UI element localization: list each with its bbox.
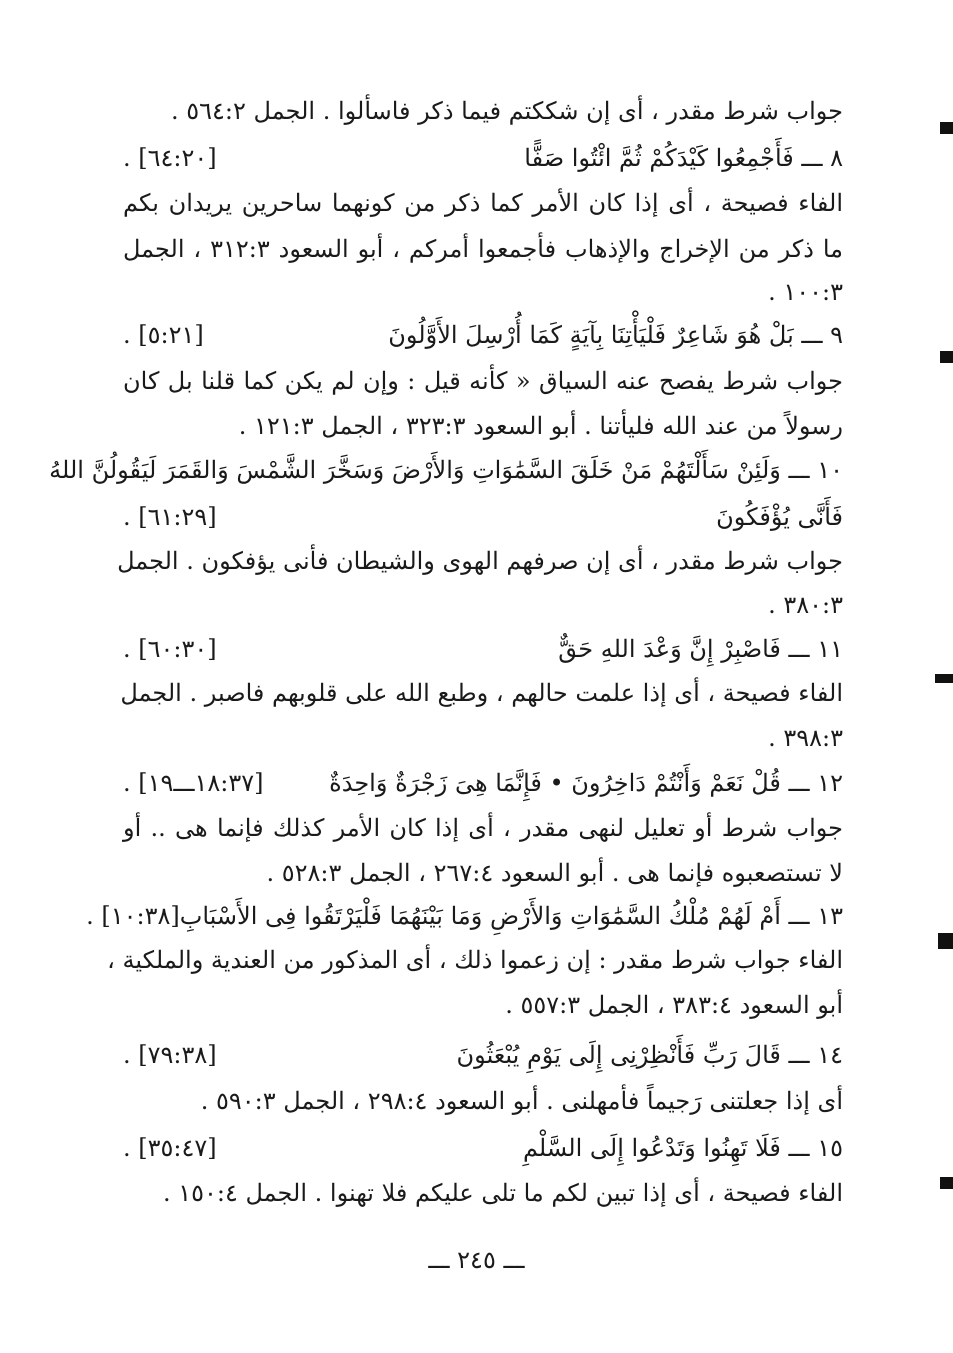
verse-reference: [٧٩:٣٨] . [123,1041,217,1069]
margin-mark [938,933,953,949]
margin-mark [940,122,953,134]
verse-text: ١٢ ـــ قُلْ نَعَمْ وَأَنْتُمْ دَاخِرُونَ • فَإِنَّمَا هِىَ زَجْرَةٌ وَاحِدَةٌ [329,769,843,797]
text-line: جواب شرط مقدر ، أى إن صرفهم الهوى والشيطان فأنى يؤفكون . الجمل [117,547,843,575]
verse-line [123,1128,843,1168]
text-line: جواب شرط أو تعليل لنهى مقدر ، أى إذا كان الأمر كذلك فإنما هى .. أو [123,814,843,842]
verse-reference: [١٨:٣٧ـــ١٩] . [123,769,264,797]
verse-line [123,763,843,803]
text-line: ١٠٠:٣ . [768,278,843,306]
text-line: ٣٨٠:٣ . [768,591,843,619]
page-number: ـــ ٢٤٥ ـــ [428,1246,525,1274]
verse-line: ١٣ ـــ أَمْ لَهُمْ مُلْكُ السَّمَٰوَاتِ وَالأَرْضِ وَمَا بَيْنَهُمَا فَلْيَرْتَقُوا فِى الأَسْبَابِ[١٠:٣٨] . [86,902,843,930]
verse-text: ٨ ـــ فَأَجْمِعُوا كَيْدَكُمْ ثُمَّ ائْتُوا صَفًّا [524,144,843,172]
verse-reference: [٦٠:٣٠] . [123,635,217,663]
verse-text: ١٤ ـــ قَالَ رَبِّ فَأَنْظِرْنِى إِلَى يَوْمِ يُبْعَثُونَ [456,1041,843,1069]
text-line: الفاء فصيحة ، أى إذا علمت حالهم ، وطبع الله على قلوبهم فاصبر . الجمل [120,679,843,707]
verse-text: ١٠ ـــ وَلَئِنْ سَأَلْتَهُمْ مَنْ خَلَقَ السَّمَٰوَاتِ وَالأَرْضَ وَسَخَّرَ الشَّمْسَ وَالقَمَرَ لَيَقُولُنَّ اللهُ [49,456,843,484]
verse-text: ١٥ ـــ فَلَا تَهِنُوا وَتَدْعُوا إِلَى السَّلْمِ [522,1134,843,1162]
text-line: ٣٩٨:٣ . [768,724,843,752]
text-line: لا تستصعبوه فإنما هى . أبو السعود ٢٦٧:٤ ، الجمل ٥٢٨:٣ . [266,859,843,887]
verse-text: فَأَنَّى يُؤْفَكُونَ [716,503,843,531]
verse-line [123,497,843,537]
verse-reference: [٣٥:٤٧] . [123,1134,217,1162]
margin-mark [935,674,953,683]
text-line: الفاء فصيحة ، أى إذا كان الأمر كما ذكر من كونهما ساحرين يريدان بكم [123,189,843,217]
verse-reference: [٥:٢١] . [123,321,204,349]
margin-mark [940,1177,953,1189]
verse-line [123,629,843,669]
text-line: ما ذكر من الإخراج والإذهاب فأجمعوا أمركم ، أبو السعود ٣١٢:٣ ، الجمل [123,235,844,263]
verse-reference: [٦٤:٢٠] . [123,144,217,172]
margin-mark [940,351,953,363]
verse-reference: [٦١:٢٩] . [123,503,217,531]
text-line: جواب شرط مقدر ، أى إن شككتم فيما ذكر فاسألوا . الجمل ٥٦٤:٢ . [170,97,843,125]
verse-text: ١١ ـــ فَاصْبِرْ إِنَّ وَعْدَ اللهِ حَقٌّ [558,635,843,663]
verse-text: ٩ ـــ بَلْ هُوَ شَاعِرٌ فَلْيَأْتِنَا بِآيَةٍ كَمَا أُرْسِلَ الأَوَّلُونَ [388,321,843,349]
text-line: جواب شرط يفصح عنه السياق « كأنه قيل : وإن لم يكن كما قلنا بل كان [123,367,843,395]
text-line: الفاء جواب شرط مقدر : إن زعموا ذلك ، أى المذكور من العندية والملكية ، [107,946,843,974]
text-line: الفاء فصيحة ، أى إذا تبين لكم ما تلى عليكم فلا تهنوا . الجمل ١٥٠:٤ . [162,1179,843,1207]
text-line: أى إذا جعلتنى رَجيماً فأمهلنى . أبو السعود ٢٩٨:٤ ، الجمل ٥٩٠:٣ . [200,1087,843,1115]
verse-line [123,138,843,178]
text-line: أبو السعود ٣٨٣:٤ ، الجمل ٥٥٧:٣ . [505,991,843,1019]
text-line: رسولاً من عند الله فليأتنا . أبو السعود ٣٢٣:٣ ، الجمل ١٢١:٣ . [238,412,843,440]
verse-line [123,315,843,355]
verse-line [123,1035,843,1075]
